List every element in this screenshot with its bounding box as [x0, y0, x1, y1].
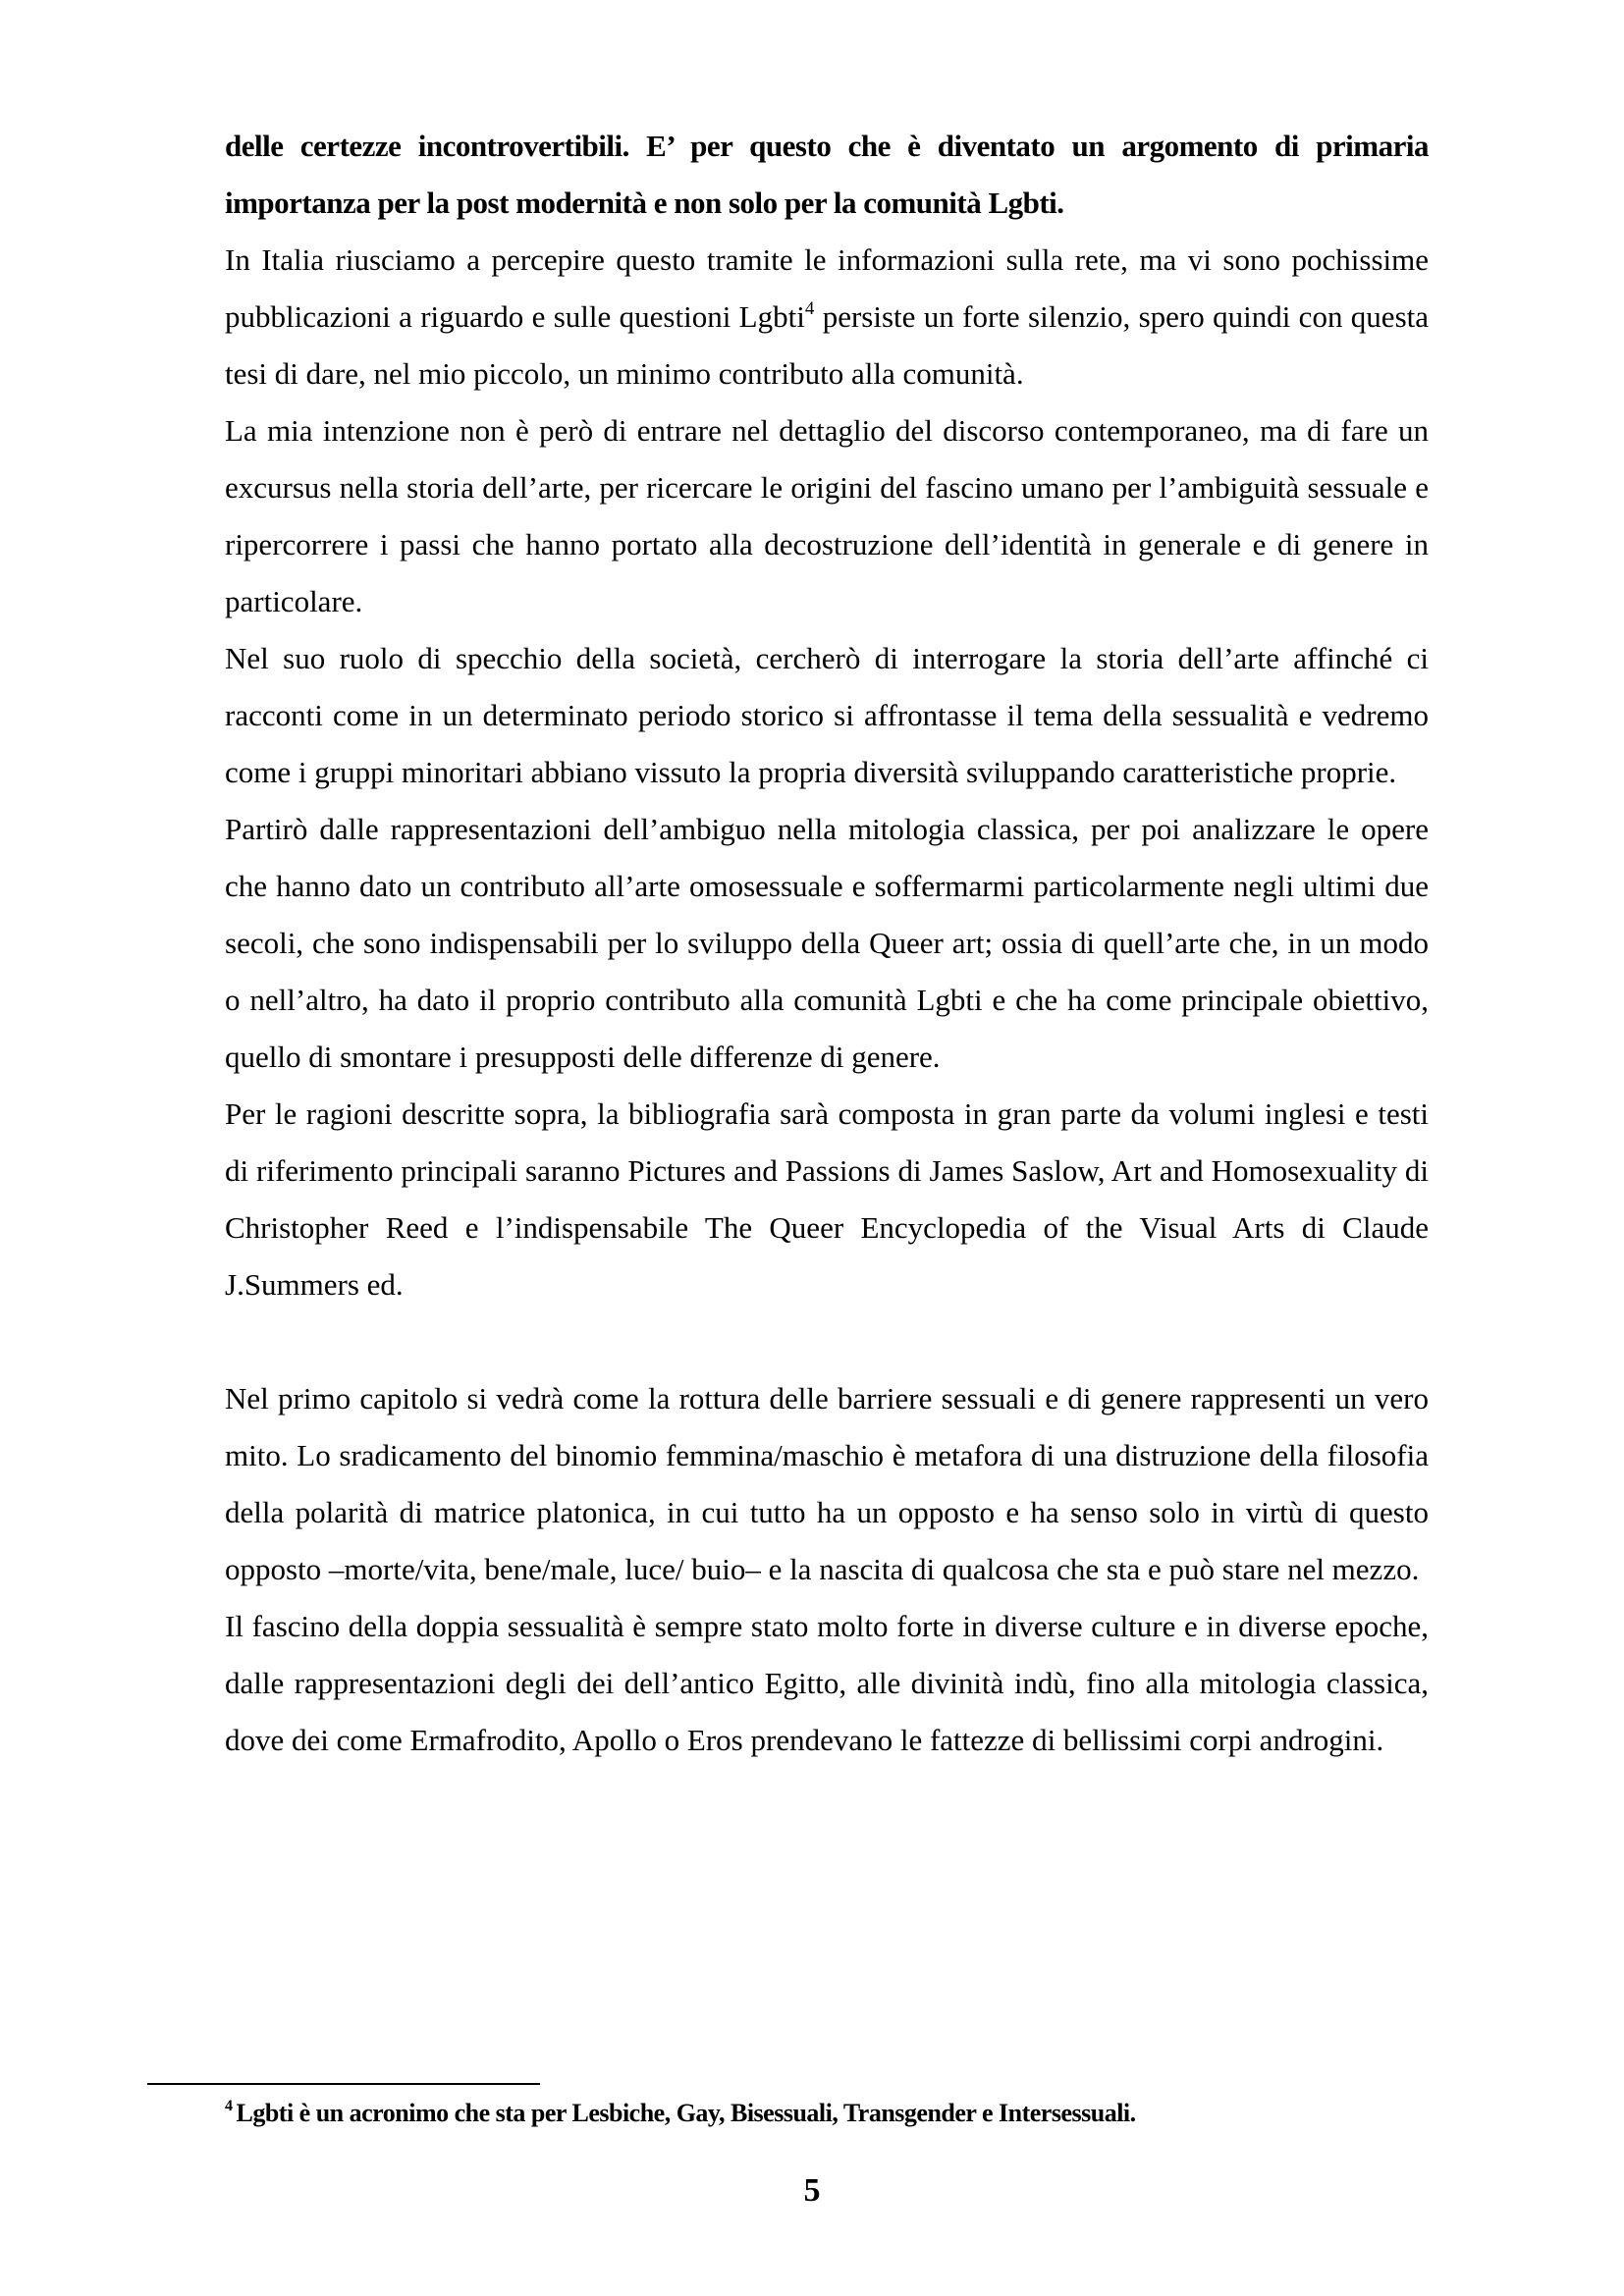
paragraph-fascino: Il fascino della doppia sessualità è sempre stato molto forte in diverse culture e in diverse epoche, dalle rappresentazioni degli dei dell’antico Egitto, alle divinità indù, fino alla mitologia classica, dove dei come Ermafrodito, Apollo o Eros prendevano le fattezze di bellissimi corpi androgini. — [225, 1609, 1429, 1757]
paragraph-specchio: Nel suo ruolo di specchio della società, cercherò di interrogare la storia dell’arte affinché ci racconti come in un determinato periodo storico si affrontasse il tema della sessualità e vedremo come i gruppi minoritari abbiano vissuto la propria diversità sviluppando caratteristiche proprie. — [225, 641, 1429, 789]
paragraph-partiro: Partirò dalle rappresentazioni dell’ambiguo nella mitologia classica, per poi analizzare le opere che hanno dato un contributo all’arte omosessuale e soffermarmi particolarmente negli ultimi due secoli, che sono indispensabili per lo sviluppo della Queer art; ossia di quell’arte che, in un modo o nell’altro, ha dato il proprio contributo alla comunità Lgbti e che ha come principale obiettivo, quello di smontare i presupposti delle differenze di genere. — [225, 812, 1429, 1074]
paragraph-italia-text-b: persiste un forte silenzio, spero quindi con questa tesi di dare, nel mio piccolo, un minimo contributo alla comunità. — [225, 299, 1430, 391]
footnote — [225, 2097, 1429, 2130]
paragraph-italia-text-a: In Italia riusciamo a percepire questo tramite le informazioni sulla rete, ma vi sono pochissime pubblicazioni a riguardo e sulle questioni Lgbti — [225, 242, 1429, 334]
paragraph-primo-capitolo: Nel primo capitolo si vedrà come la rottura delle barriere sessuali e di genere rappresenti un vero mito. Lo sradicamento del binomio femmina/maschio è metafora di una distruzione della filosofia della polarità di matrice platonica, in cui tutto ha un opposto e ha senso solo in virtù di questo opposto –morte/vita, bene/male, luce/ buio– e la nascita di qualcosa che sta e può stare nel mezzo. — [225, 1381, 1429, 1586]
footnote-reference[interactable]: 4 — [804, 298, 815, 319]
footnote-marker: 4 — [225, 2098, 233, 2114]
paragraph-bibliografia: Per le ragioni descritte sopra, la bibliografia sarà composta in gran parte da volumi inglesi e testi di riferimento principali saranno Pictures and Passions di James Saslow, Art and Homosexuality di Christopher Reed e l’indispensabile The Queer Encyclopedia of the Visual Arts di Claude J.Summers ed. — [225, 1096, 1429, 1302]
paragraph-intenzione: La mia intenzione non è però di entrare nel dettaglio del discorso contemporaneo, ma di fare un excursus nella storia dell’arte, per ricercare le origini del fascino umano per l’ambiguità sessuale e ripercorrere i passi che hanno portato alla decostruzione dell’identità in generale e di genere in particolare. — [225, 413, 1429, 618]
main-text — [225, 118, 1429, 1769]
paragraph-spacer — [225, 1313, 1429, 1370]
footnote-text: Lgbti è un acronimo che sta per Lesbiche, Gay, Bisessuali, Transgender e Intersessuali. — [236, 2099, 1136, 2127]
page-number: 5 — [803, 2172, 821, 2209]
paragraph-italia — [225, 232, 1429, 402]
footnote-separator — [147, 2083, 540, 2085]
paragraph-intro-continuation: delle certezze incontrovertibili. E’ per questo che è diventato un argomento di primaria importanza per la post modernità e non solo per la comunità Lgbti. — [225, 129, 1429, 220]
